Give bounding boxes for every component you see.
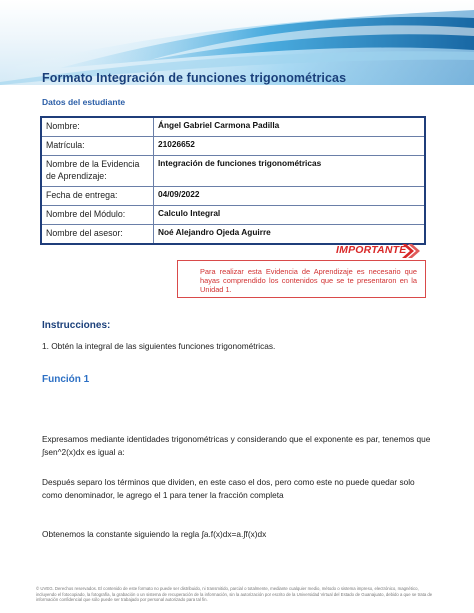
row-value: Calculo Integral: [154, 206, 426, 225]
row-value: Ángel Gabriel Carmona Padilla: [154, 117, 426, 137]
table-row: [41, 117, 425, 137]
row-label: Nombre de la Evidencia de Aprendizaje:: [41, 156, 154, 187]
row-label: Nombre:: [41, 117, 154, 137]
row-label: Matrícula:: [41, 137, 154, 156]
table-row: [41, 206, 425, 225]
important-badge: [334, 242, 420, 260]
row-label: Fecha de entrega:: [41, 187, 154, 206]
row-value: 04/09/2022: [154, 187, 426, 206]
copyright-footer: © UVEG. Derechos reservados. El contenido de este formato no puede ser distribuido, ni transmitido, parcial o totalmente, mediante cualquier medio, método o sistema impreso, electrónico, magnético, incluyendo el fotocopiado, la fotografía, la grabación o un sistema de recuperación de la información, sin la autorización por escrito de la Universidad Virtual del Estado de Guanajuato, debido a que se trata de información confidencial que sólo puede ser trabajado por personal autorizado para tal fin.: [36, 586, 433, 603]
row-label: Nombre del Módulo:: [41, 206, 154, 225]
instruction-item-1: 1. Obtén la integral de las siguientes funciones trigonométricas.: [42, 341, 276, 351]
function-1-paragraph-1: Expresamos mediante identidades trigonométricas y considerando que el exponente es par, tenemos que ∫sen^2(x)dx es igual a:: [42, 434, 431, 458]
row-value: Noé Alejandro Ojeda Aguirre: [154, 225, 426, 245]
student-data-heading: Datos del estudiante: [42, 97, 126, 107]
function-1-paragraph-3: Obtenemos la constante siguiendo la regla ∫a.f(x)dx=a.∫f(x)dx: [42, 529, 267, 539]
function-1-paragraph-2: Después separo los términos que dividen, en este caso el dos, pero como este no puede quedar solo como denominador, le agrego el 1 para tener la fracción completa: [42, 477, 415, 501]
row-label: Nombre del asesor:: [41, 225, 154, 245]
table-row: [41, 187, 425, 206]
document-title: Formato Integración de funciones trigonométricas: [42, 71, 347, 85]
important-label: IMPORTANTE: [336, 244, 407, 256]
function-1-heading: Función 1: [42, 374, 90, 385]
row-value: Integración de funciones trigonométricas: [154, 156, 426, 187]
important-note: Para realizar esta Evidencia de Aprendizaje es necesario que hayas comprendido los contenidos que se te presentaron en la Unidad 1.: [177, 260, 426, 298]
student-info-table: [40, 116, 426, 245]
instructions-heading: Instrucciones:: [42, 320, 111, 331]
table-row: [41, 156, 425, 187]
row-value: 21026652: [154, 137, 426, 156]
table-row: [41, 137, 425, 156]
double-arrow-icon: [400, 242, 420, 260]
